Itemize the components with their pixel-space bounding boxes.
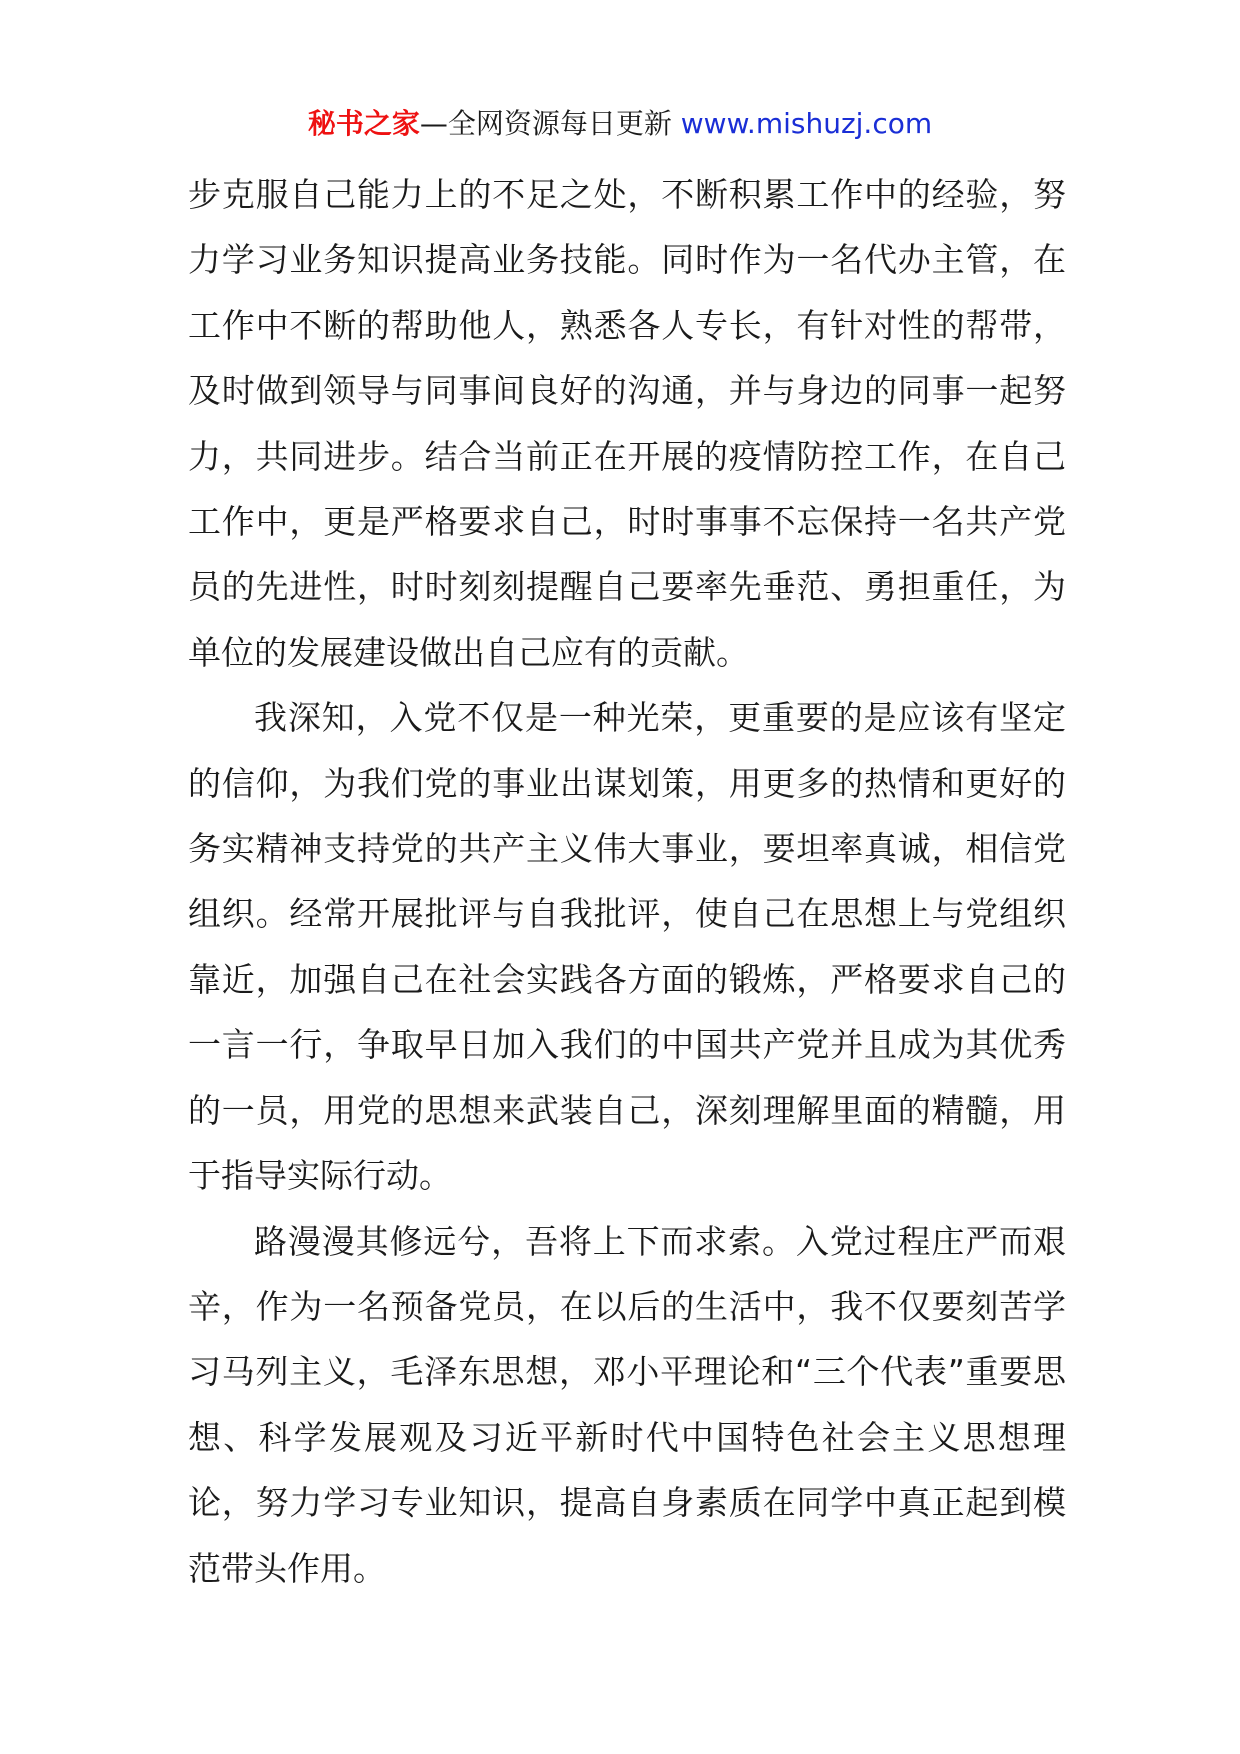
document-body [188, 162, 1066, 1601]
paragraph-1: 步克服自己能力上的不足之处，不断积累工作中的经验，努力学习业务知识提高业务技能。同时作为一名代办主管，在工作中不断的帮助他人，熟悉各人专长，有针对性的帮带，及时做到领导与同事间良好的沟通，并与身边的同事一起努力，共同进步。结合当前正在开展的疫情防控工作，在自己工作中，更是严格要求自己，时时事事不忘保持一名共产党员的先进性，时时刻刻提醒自己要率先垂范、勇担重任，为单位的发展建设做出自己应有的贡献。 [188, 175, 1066, 672]
site-url-link[interactable]: www.mishuzj.com [680, 107, 933, 140]
paragraph-3: 路漫漫其修远兮，吾将上下而求索。入党过程庄严而艰辛，作为一名预备党员，在以后的生活中，我不仅要刻苦学习马列主义，毛泽东思想，邓小平理论和“三个代表”重要思想、科学发展观及习近平新时代中国特色社会主义思想理论，努力学习专业知识，提高自身素质在同学中真正起到模范带头作用。 [188, 1221, 1066, 1588]
site-brand: 秘书之家 [307, 107, 420, 140]
paragraph-2: 我深知，入党不仅是一种光荣，更重要的是应该有坚定的信仰，为我们党的事业出谋划策，用更多的热情和更好的务实精神支持党的共产主义伟大事业，要坦率真诚，相信党组织。经常开展批评与自我批评，使自己在思想上与党组织靠近，加强自己在社会实践各方面的锻炼，严格要求自己的一言一行，争取早日加入我们的中国共产党并且成为其优秀的一员，用党的思想来武装自己，深刻理解里面的精髓，用于指导实际行动。 [188, 698, 1066, 1196]
page-header [0, 104, 1240, 144]
header-tagline: —全网资源每日更新 [419, 107, 681, 140]
